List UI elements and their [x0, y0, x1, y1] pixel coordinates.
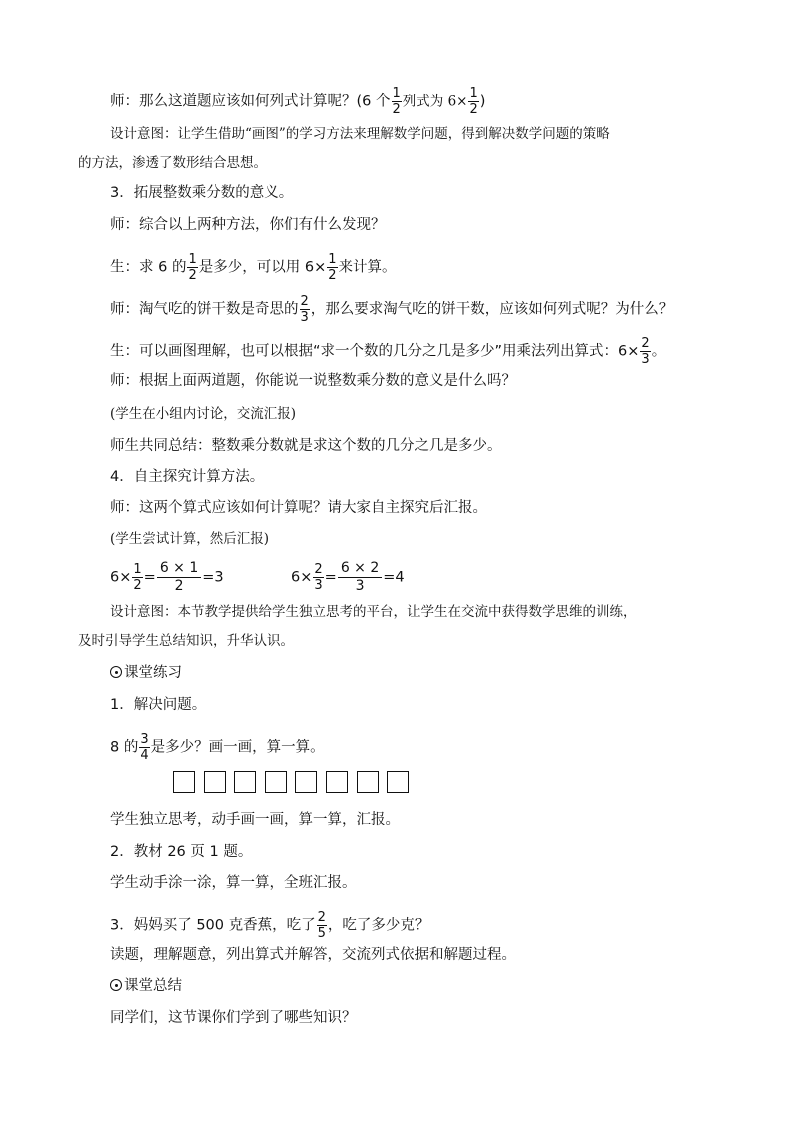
- fraction-half: $\frac{1}{2}$: [328, 252, 337, 283]
- line-student-attempt: (学生尝试计算，然后汇报): [110, 531, 270, 547]
- drawing-box: [173, 771, 195, 793]
- line-student-answer-1: 生：求 6 的 $\frac{1}{2}$ 是多少，可以用 6× $\frac{1}{2}$ 来计算。: [110, 252, 397, 283]
- drawing-box: [357, 771, 379, 793]
- line-design-intent-1: 设计意图：让学生借助“画图”的学习方法来理解数学问题，得到解决数学问题的策略: [110, 126, 610, 142]
- line-teacher-question-5: 师：这两个算式应该如何计算呢？请大家自主探究后汇报。: [110, 500, 487, 516]
- fraction-two-thirds: $\frac{2}{3}$: [300, 294, 309, 325]
- line-practice-3-activity: 读题，理解题意，列出算式并解答，交流列式依据和解题过程。: [110, 947, 516, 963]
- equation-2: 6× $\frac{2}{3}$ = $\frac{6 \times 2}{3}$ =4: [291, 560, 405, 594]
- fraction-three-quarters: $\frac{3}{4}$: [140, 732, 149, 763]
- equation-1: 6× $\frac{1}{2}$ = $\frac{6 \times 1}{2}$ =3: [110, 560, 224, 594]
- line-design-intent-2-cont: 及时引导学生总结知识，升华认识。: [78, 633, 294, 649]
- fraction-two-fifths: $\frac{2}{5}$: [317, 910, 326, 941]
- line-teacher-question-2: 师：综合以上两种方法，你们有什么发现？: [110, 217, 386, 233]
- drawing-box: [234, 771, 256, 793]
- circle-dot-icon: [110, 979, 122, 991]
- heading-classroom-practice: 课堂练习: [110, 663, 182, 683]
- drawing-box: [387, 771, 409, 793]
- line-practice-1: 1．解决问题。: [110, 697, 207, 713]
- drawing-box: [295, 771, 317, 793]
- drawing-box: [326, 771, 348, 793]
- line-section-3: 3．拓展整数乘分数的意义。: [110, 185, 294, 201]
- drawing-box: [265, 771, 287, 793]
- heading-class-summary: 课堂总结: [110, 976, 182, 996]
- circle-dot-icon: [110, 666, 122, 678]
- drawing-boxes: [173, 771, 409, 793]
- line-teacher-question-4: 师：根据上面两道题，你能说一说整数乘分数的意义是什么吗？: [110, 373, 516, 389]
- fraction-half: $\frac{1}{2}$: [469, 86, 478, 117]
- line-design-intent-2: 设计意图：本节教学提供给学生独立思考的平台，让学生在交流中获得数学思维的训练，: [110, 604, 637, 620]
- line-teacher-question-3: 师：淘气吃的饼干数是奇思的 $\frac{2}{3}$ ，那么要求淘气吃的饼干数，应该如何列式呢？为什么？: [110, 294, 674, 325]
- line-section-4: 4．自主探究计算方法。: [110, 469, 265, 485]
- fraction-half: $\frac{1}{2}$: [188, 252, 197, 283]
- line-teacher-question-1: 师：那么这道题应该如何列式计算呢？(6 个 $\frac{1}{2}$ 列式为 6× $\frac{1}{2}$ ): [110, 86, 486, 117]
- line-summary-question: 同学们，这节课你们学到了哪些知识？: [110, 1010, 357, 1026]
- line-summary: 师生共同总结：整数乘分数就是求这个数的几分之几是多少。: [110, 438, 502, 454]
- line-practice-1-question: 8 的 $\frac{3}{4}$ 是多少？画一画，算一算。: [110, 732, 325, 763]
- line-student-discussion: (学生在小组内讨论，交流汇报): [110, 406, 297, 422]
- line-design-intent-1-cont: 的方法，渗透了数形结合思想。: [78, 155, 267, 171]
- line-practice-2: 2．教材 26 页 1 题。: [110, 844, 253, 860]
- fraction-half: $\frac{1}{2}$: [392, 86, 401, 117]
- drawing-box: [204, 771, 226, 793]
- line-practice-2-activity: 学生动手涂一涂，算一算，全班汇报。: [110, 875, 357, 891]
- fraction-two-thirds: $\frac{2}{3}$: [641, 336, 650, 367]
- line-practice-1-activity: 学生独立思考，动手画一画，算一算，汇报。: [110, 812, 400, 828]
- line-student-answer-2: 生：可以画图理解，也可以根据“求一个数的几分之几是多少”用乘法列出算式：6× $\frac{2}{3}$ 。: [110, 336, 667, 367]
- line-practice-3: 3．妈妈买了 500 克香蕉，吃了 $\frac{2}{5}$ ，吃了多少克？: [110, 910, 430, 941]
